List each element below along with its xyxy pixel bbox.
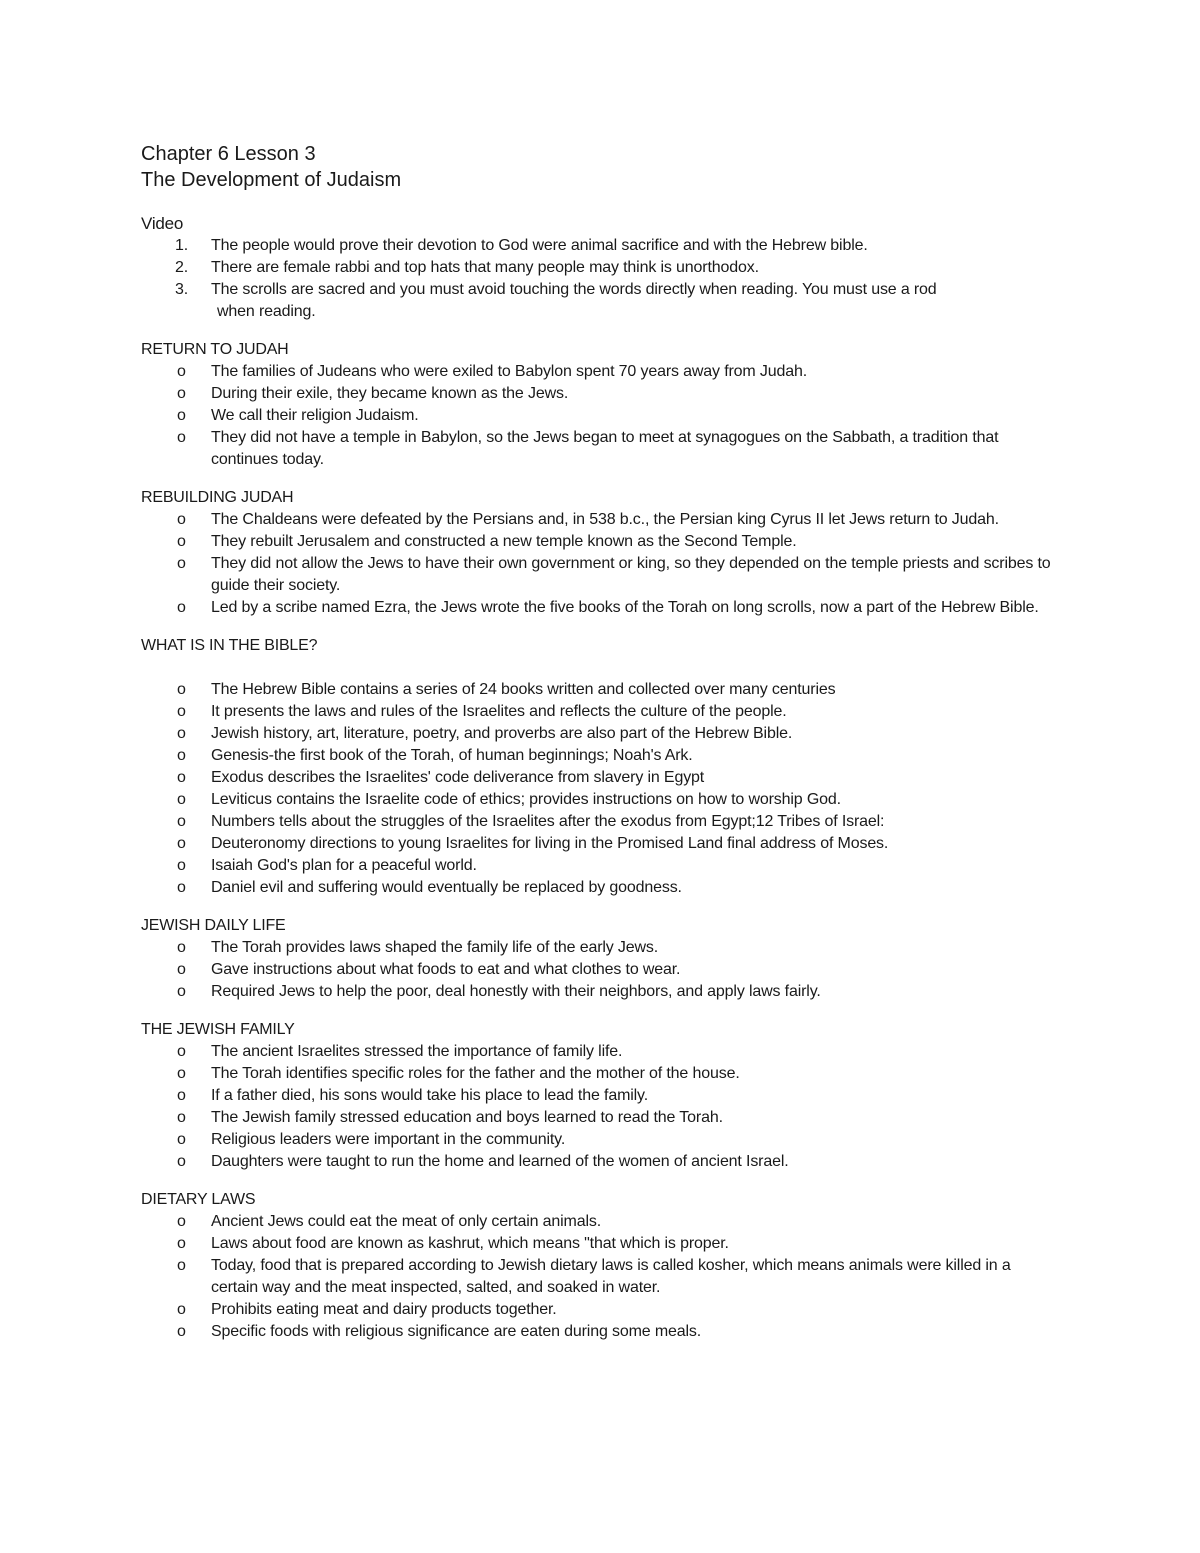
list-item xyxy=(141,553,1061,597)
list-item-text: They did not allow the Jews to have their own government or king, so they depended on the temple priests and scribes to guide their society. xyxy=(211,555,1051,594)
bullet-marker: o xyxy=(177,363,186,380)
dietary-laws-heading: DIETARY LAWS xyxy=(141,1191,256,1208)
bullet-marker: o xyxy=(177,813,186,830)
bullet-marker: o xyxy=(177,835,186,852)
list-item xyxy=(141,361,1061,383)
jewish-family-list xyxy=(141,1041,1061,1173)
list-item xyxy=(141,1299,1061,1321)
list-item xyxy=(141,509,1061,531)
list-item-text: Specific foods with religious significance are eaten during some meals. xyxy=(211,1323,702,1340)
list-item xyxy=(141,1255,1061,1299)
list-item-text: The Torah identifies specific roles for the father and the mother of the house. xyxy=(211,1065,740,1082)
list-item-text: During their exile, they became known as the Jews. xyxy=(211,385,569,402)
list-item xyxy=(141,427,1061,471)
bullet-marker: o xyxy=(177,599,186,616)
bullet-marker: o xyxy=(177,533,186,550)
bullet-marker: o xyxy=(177,791,186,808)
bullet-marker: o xyxy=(177,1235,186,1252)
bullet-marker: o xyxy=(177,769,186,786)
list-item-text: They did not have a temple in Babylon, so the Jews began to meet at synagogues on the Sabbath, a tradition that continues today. xyxy=(211,429,999,468)
list-item xyxy=(141,723,1061,745)
chapter-title: Chapter 6 Lesson 3 xyxy=(141,143,316,165)
list-item-text: Numbers tells about the struggles of the Israelites after the exodus from Egypt;12 Tribes of Israel: xyxy=(211,813,885,830)
what-is-in-bible-heading: WHAT IS IN THE BIBLE? xyxy=(141,637,318,654)
list-item xyxy=(141,937,1061,959)
bullet-marker: o xyxy=(177,1153,186,1170)
list-item-text: Religious leaders were important in the community. xyxy=(211,1131,566,1148)
lesson-title: The Development of Judaism xyxy=(141,169,402,191)
bullet-marker: o xyxy=(177,385,186,402)
list-item-text: Today, food that is prepared according to Jewish dietary laws is called kosher, which means animals were killed in a certain way and the meat inspected, salted, and soaked in water. xyxy=(211,1257,1011,1296)
list-item xyxy=(141,855,1061,877)
list-item xyxy=(141,597,1061,619)
list-item-text: Daniel evil and suffering would eventually be replaced by goodness. xyxy=(211,879,682,896)
list-item-text: Exodus describes the Israelites' code deliverance from slavery in Egypt xyxy=(211,769,705,786)
list-item-text: Required Jews to help the poor, deal honestly with their neighbors, and apply laws fairly. xyxy=(211,983,821,1000)
bullet-marker: o xyxy=(177,703,186,720)
what-is-in-bible-list xyxy=(141,679,1061,899)
bullet-marker: o xyxy=(177,1301,186,1318)
bullet-marker: o xyxy=(177,747,186,764)
list-item-text: Deuteronomy directions to young Israelites for living in the Promised Land final address of Moses. xyxy=(211,835,889,852)
video-item xyxy=(141,257,1061,279)
list-item xyxy=(141,745,1061,767)
return-to-judah-heading: RETURN TO JUDAH xyxy=(141,341,289,358)
list-item xyxy=(141,383,1061,405)
list-item-text: They rebuilt Jerusalem and constructed a new temple known as the Second Temple. xyxy=(211,533,797,550)
list-item xyxy=(141,1085,1061,1107)
rebuilding-judah-list xyxy=(141,509,1061,619)
list-item xyxy=(141,811,1061,833)
list-item-text: The Torah provides laws shaped the family life of the early Jews. xyxy=(211,939,659,956)
jewish-family-heading: THE JEWISH FAMILY xyxy=(141,1021,295,1038)
list-item xyxy=(141,1041,1061,1063)
list-item xyxy=(141,1129,1061,1151)
video-heading: Video xyxy=(141,214,184,233)
list-item xyxy=(141,701,1061,723)
list-item xyxy=(141,1233,1061,1255)
bullet-marker: o xyxy=(177,681,186,698)
list-number: 3. xyxy=(175,281,189,298)
list-item-text: If a father died, his sons would take his place to lead the family. xyxy=(211,1087,649,1104)
bullet-marker: o xyxy=(177,879,186,896)
list-item-text: Led by a scribe named Ezra, the Jews wrote the five books of the Torah on long scrolls, now a part of the Hebrew Bible. xyxy=(211,599,1039,616)
bullet-marker: o xyxy=(177,407,186,424)
list-item xyxy=(141,833,1061,855)
bullet-marker: o xyxy=(177,429,186,446)
list-item-text: Genesis-the first book of the Torah, of human beginnings; Noah's Ark. xyxy=(211,747,693,764)
list-item-text: The families of Judeans who were exiled to Babylon spent 70 years away from Judah. xyxy=(211,363,808,380)
list-item-text: There are female rabbi and top hats that many people may think is unorthodox. xyxy=(211,259,759,276)
list-item xyxy=(141,981,1061,1003)
list-item-text: The people would prove their devotion to God were animal sacrifice and with the Hebrew bible. xyxy=(211,237,868,254)
list-item xyxy=(141,679,1061,701)
jewish-daily-life-list xyxy=(141,937,1061,1003)
bullet-marker: o xyxy=(177,983,186,1000)
list-item xyxy=(141,1321,1061,1343)
list-item xyxy=(141,767,1061,789)
bullet-marker: o xyxy=(177,1213,186,1230)
list-item-text: Ancient Jews could eat the meat of only certain animals. xyxy=(211,1213,602,1230)
video-item xyxy=(141,235,1061,257)
list-item-text: The scrolls are sacred and you must avoid touching the words directly when reading. You must use a rod xyxy=(211,281,937,298)
list-item-text: Jewish history, art, literature, poetry, and proverbs are also part of the Hebrew Bible. xyxy=(211,725,793,742)
bullet-marker: o xyxy=(177,1087,186,1104)
list-item-text: Laws about food are known as kashrut, which means "that which is proper. xyxy=(211,1235,729,1252)
video-list xyxy=(141,235,1061,323)
list-item-text: The Hebrew Bible contains a series of 24 books written and collected over many centuries xyxy=(211,681,836,698)
bullet-marker: o xyxy=(177,939,186,956)
list-item xyxy=(141,1151,1061,1173)
list-item-text: Isaiah God's plan for a peaceful world. xyxy=(211,857,477,874)
rebuilding-judah-heading: REBUILDING JUDAH xyxy=(141,489,294,506)
bullet-marker: o xyxy=(177,857,186,874)
bullet-marker: o xyxy=(177,1131,186,1148)
list-item xyxy=(141,789,1061,811)
list-item-text: Prohibits eating meat and dairy products together. xyxy=(211,1301,557,1318)
document-page xyxy=(141,141,1061,1343)
bullet-marker: o xyxy=(177,961,186,978)
list-item-text: Daughters were taught to run the home and learned of the women of ancient Israel. xyxy=(211,1153,789,1170)
dietary-laws-list xyxy=(141,1211,1061,1343)
list-item xyxy=(141,1211,1061,1233)
list-number: 1. xyxy=(175,237,189,254)
bullet-marker: o xyxy=(177,725,186,742)
list-item-text: The Chaldeans were defeated by the Persians and, in 538 b.c., the Persian king Cyrus II let Jews return to Judah. xyxy=(211,511,999,528)
list-item-text: Leviticus contains the Israelite code of ethics; provides instructions on how to worship God. xyxy=(211,791,841,808)
bullet-marker: o xyxy=(177,1323,186,1340)
list-item-continuation: when reading. xyxy=(217,303,316,320)
bullet-marker: o xyxy=(177,1043,186,1060)
bullet-marker: o xyxy=(177,1065,186,1082)
list-item-text: The ancient Israelites stressed the importance of family life. xyxy=(211,1043,623,1060)
list-item-text: It presents the laws and rules of the Israelites and reflects the culture of the people. xyxy=(211,703,787,720)
list-number: 2. xyxy=(175,259,189,276)
list-item xyxy=(141,405,1061,427)
bullet-marker: o xyxy=(177,1257,186,1274)
list-item xyxy=(141,877,1061,899)
list-item xyxy=(141,959,1061,981)
video-item xyxy=(141,279,1061,323)
return-to-judah-list xyxy=(141,361,1061,471)
jewish-daily-life-heading: JEWISH DAILY LIFE xyxy=(141,917,286,934)
list-item-text: We call their religion Judaism. xyxy=(211,407,419,424)
bullet-marker: o xyxy=(177,555,186,572)
list-item xyxy=(141,531,1061,553)
list-item-text: The Jewish family stressed education and boys learned to read the Torah. xyxy=(211,1109,723,1126)
list-item-text: Gave instructions about what foods to eat and what clothes to wear. xyxy=(211,961,681,978)
bullet-marker: o xyxy=(177,1109,186,1126)
list-item xyxy=(141,1107,1061,1129)
list-item xyxy=(141,1063,1061,1085)
bullet-marker: o xyxy=(177,511,186,528)
